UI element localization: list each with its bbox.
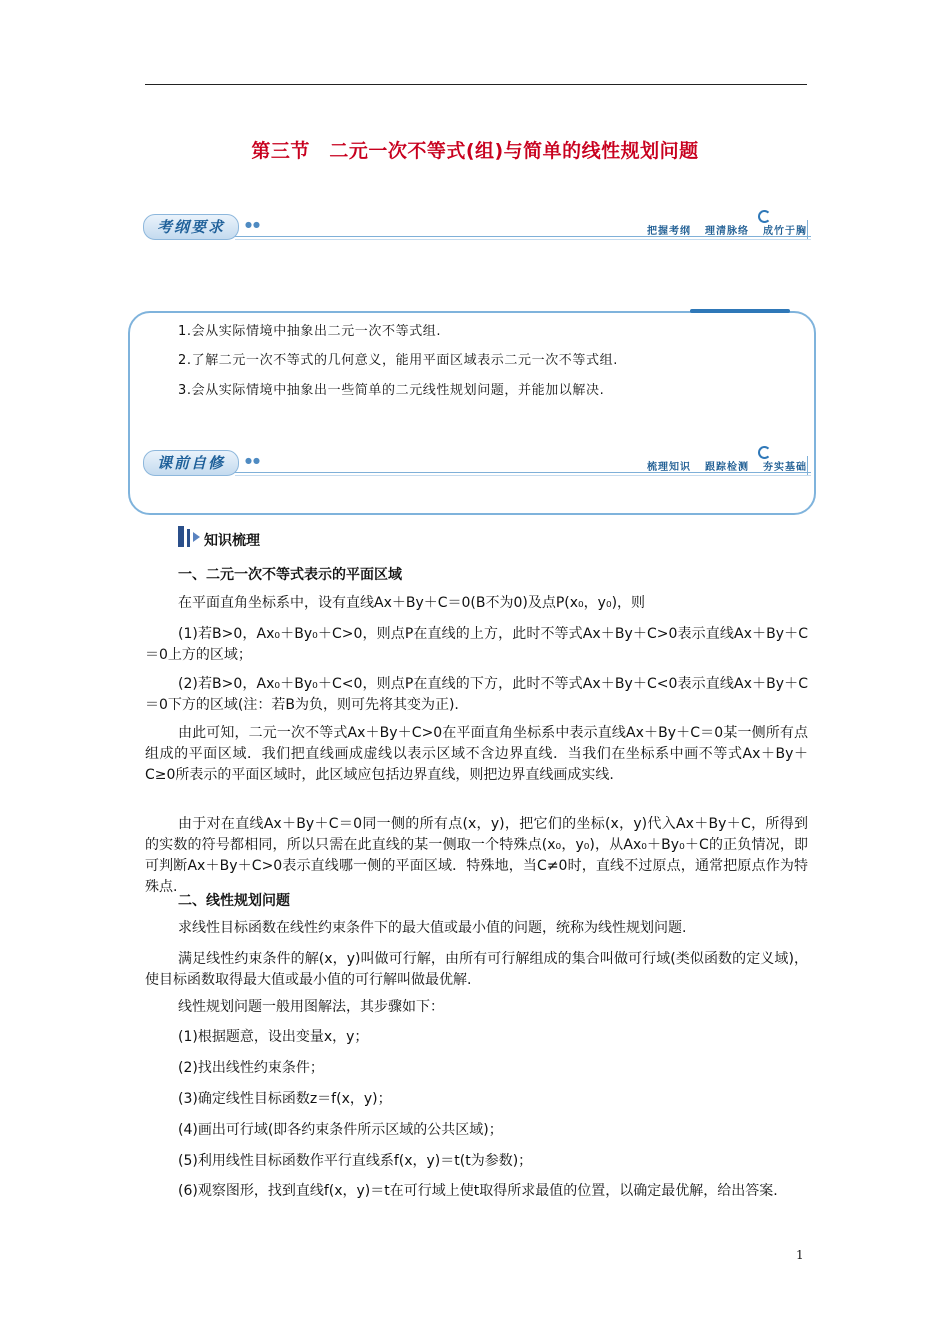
page-number: 1 bbox=[796, 1248, 804, 1262]
banner-label: 考纲要求 bbox=[143, 214, 239, 240]
requirements-box bbox=[128, 311, 816, 515]
heading-bar-icon bbox=[178, 526, 184, 547]
paragraph: 求线性目标函数在线性约束条件下的最大值或最小值的问题，统称为线性规划问题. bbox=[178, 920, 687, 936]
banner-cap bbox=[807, 220, 811, 239]
step-item: (4)画出可行域(即各约束条件所示区域的公共区域)； bbox=[178, 1122, 503, 1138]
banner-cap bbox=[807, 456, 811, 475]
heading-bar-icon bbox=[187, 529, 190, 547]
banner-tag: 夯实基础 bbox=[763, 462, 807, 473]
banner-tags bbox=[633, 222, 807, 237]
banner-line bbox=[235, 475, 811, 476]
banner-line bbox=[235, 239, 811, 240]
paragraph: (1)若B>0，Ax₀＋By₀＋C>0，则点P在直线的上方，此时不等式Ax＋By＋C>0表示直线Ax＋By＋C＝0上方的区域； bbox=[145, 626, 808, 663]
step-item: (3)确定线性目标函数z＝f(x，y)； bbox=[178, 1091, 392, 1107]
banner-tag: 梳理知识 bbox=[647, 462, 691, 473]
play-triangle-icon bbox=[193, 532, 200, 542]
banner-tag: 成竹于胸 bbox=[763, 226, 807, 237]
step-item: (1)根据题意，设出变量x，y； bbox=[178, 1029, 369, 1045]
banner-tag: 跟踪检测 bbox=[705, 462, 749, 473]
paragraph: (2)若B>0，Ax₀＋By₀＋C<0，则点P在直线的下方，此时不等式Ax＋By＋C<0表示直线Ax＋By＋C＝0下方的区域(注：若B为负，则可先将其变为正). bbox=[145, 676, 808, 713]
banner-exam-requirements bbox=[143, 210, 811, 240]
banner-label: 课前自修 bbox=[143, 450, 239, 476]
paragraph: 线性规划问题一般用图解法，其步骤如下： bbox=[178, 999, 444, 1015]
dots-icon: ●● bbox=[245, 220, 261, 229]
paragraph: 由此可知，二元一次不等式Ax＋By＋C>0在平面直角坐标系中表示直线Ax＋By＋C＝0某一侧所有点组成的平面区域．我们把直线画成虚线以表示区域不含边界直线．当我们在坐标系中画不等式Ax＋By＋C≥0所表示的平面区域时，此区域应包括边界直线，则把边界直线画成实线. bbox=[145, 725, 808, 783]
banner-tag: 把握考纲 bbox=[647, 226, 691, 237]
step-item: (2)找出线性约束条件； bbox=[178, 1060, 324, 1076]
section1-heading: 一、二元一次不等式表示的平面区域 bbox=[178, 567, 402, 583]
box-accent bbox=[690, 309, 790, 313]
step-item: (6)观察图形，找到直线f(x，y)＝t在可行域上使t取得所求最值的位置，以确定最优解，给出答案. bbox=[178, 1183, 778, 1199]
requirement-item: 1.会从实际情境中抽象出二元一次不等式组. bbox=[178, 324, 442, 339]
requirement-item: 3.会从实际情境中抽象出一些简单的二元线性规划问题，并能加以解决. bbox=[178, 383, 605, 398]
banner-tag: 理清脉络 bbox=[705, 226, 749, 237]
step-item: (5)利用线性目标函数作平行直线系f(x，y)＝t(t为参数)； bbox=[178, 1153, 533, 1169]
requirement-item: 2.了解二元一次不等式的几何意义，能用平面区域表示二元一次不等式组. bbox=[178, 353, 618, 368]
section2-heading: 二、线性规划问题 bbox=[178, 893, 290, 909]
banner-preclass-study bbox=[143, 446, 811, 476]
dots-icon: ●● bbox=[245, 456, 261, 465]
header-rule bbox=[145, 84, 807, 85]
banner-tags bbox=[633, 458, 807, 473]
paragraph: 由于对在直线Ax＋By＋C＝0同一侧的所有点(x，y)，把它们的坐标(x，y)代入Ax＋By＋C，所得到的实数的符号都相同，所以只需在此直线的某一侧取一个特殊点(x₀，y₀)，从Ax₀＋By₀＋C的正负情况，即可判断Ax＋By＋C>0表示直线哪一侧的平面区域．特殊地，当C≠0时，直线不过原点，通常把原点作为特殊点. bbox=[145, 816, 808, 895]
paragraph: 在平面直角坐标系中，设有直线Ax＋By＋C＝0(B不为0)及点P(x₀，y₀)，则 bbox=[178, 595, 646, 611]
page-title: 第三节 二元一次不等式(组)与简单的线性规划问题 bbox=[251, 140, 699, 162]
paragraph: 满足线性约束条件的解(x，y)叫做可行解，由所有可行解组成的集合叫做可行域(类似函数的定义域)，使目标函数取得最大值或最小值的可行解叫做最优解. bbox=[145, 951, 808, 988]
knowledge-heading-text: 知识梳理 bbox=[204, 533, 260, 549]
